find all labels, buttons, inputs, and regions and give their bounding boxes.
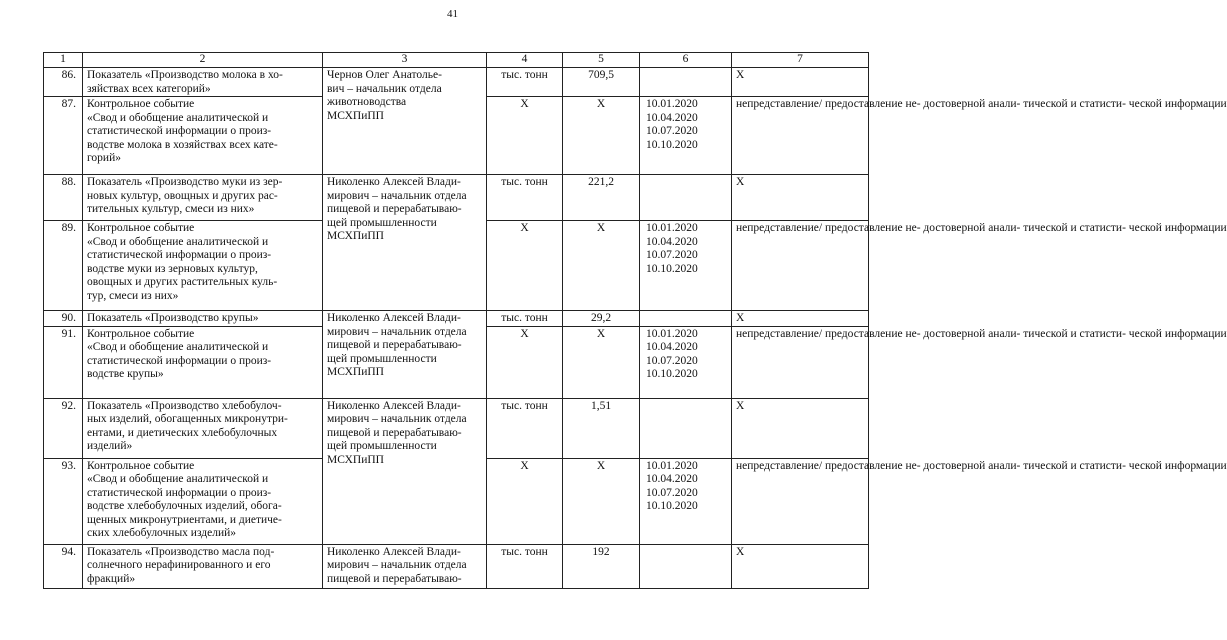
header-row <box>44 53 869 68</box>
row-unit: Х <box>487 458 563 544</box>
row-description: Контрольное событие «Свод и обобщение аналитической и статистической информации о произ- водстве молока в хозяйствах всех кате- горий» <box>83 97 323 175</box>
row-number: 90. <box>44 311 83 327</box>
row-unit: тыс. тонн <box>487 175 563 221</box>
row-unit: тыс. тонн <box>487 68 563 97</box>
row-dates <box>640 68 732 97</box>
row-note: Х <box>732 544 869 588</box>
row-dates: 10.01.2020 10.04.2020 10.07.2020 10.10.2020 <box>640 221 732 311</box>
row-note: Х <box>732 398 869 458</box>
document-table <box>43 52 1227 589</box>
row-unit: Х <box>487 221 563 311</box>
row-value: Х <box>563 326 640 398</box>
row-note: непредставление/ предоставление не- достоверной анали- тической и статисти- ческой информации <box>732 326 869 398</box>
row-number: 86. <box>44 68 83 97</box>
row-value: 192 <box>563 544 640 588</box>
row-note: непредставление/ предоставление не- достоверной анали- тической и статисти- ческой информации <box>732 97 869 175</box>
responsible-person: Николенко Алексей Влади- мирович – начальник отдела пищевой и перерабатываю- щей промышленности МСХПиПП <box>323 398 487 544</box>
row-value: 1,51 <box>563 398 640 458</box>
row-description: Показатель «Производство молока в хо- зяйствах всех категорий» <box>83 68 323 97</box>
row-value: 221,2 <box>563 175 640 221</box>
row-note: непредставление/ предоставление не- достоверной анали- тической и статисти- ческой информации <box>732 458 869 544</box>
row-dates <box>640 175 732 221</box>
table-row <box>44 398 869 458</box>
row-number: 89. <box>44 221 83 311</box>
row-note: Х <box>732 311 869 327</box>
responsible-person: Николенко Алексей Влади- мирович – начальник отдела пищевой и перерабатываю- <box>323 544 487 588</box>
row-unit: Х <box>487 97 563 175</box>
row-description: Контрольное событие «Свод и обобщение аналитической и статистической информации о произ- водстве крупы» <box>83 326 323 398</box>
row-note: Х <box>732 175 869 221</box>
row-description: Контрольное событие «Свод и обобщение аналитической и статистической информации о произ- водстве муки из зерновых культур, овощных и других растительных куль- тур, смеси из них» <box>83 221 323 311</box>
row-value: Х <box>563 97 640 175</box>
row-dates: 10.01.2020 10.04.2020 10.07.2020 10.10.2020 <box>640 458 732 544</box>
row-value: 29,2 <box>563 311 640 327</box>
row-number: 94. <box>44 544 83 588</box>
row-number: 93. <box>44 458 83 544</box>
responsible-person: Николенко Алексей Влади- мирович – начальник отдела пищевой и перерабатываю- щей промышленности МСХПиПП <box>323 311 487 399</box>
row-dates <box>640 398 732 458</box>
column-header-2: 2 <box>83 53 323 68</box>
column-header-5: 5 <box>563 53 640 68</box>
row-dates <box>640 311 732 327</box>
column-header-1: 1 <box>44 53 83 68</box>
table-row <box>44 544 869 588</box>
column-header-7: 7 <box>732 53 869 68</box>
row-number: 92. <box>44 398 83 458</box>
row-description: Показатель «Производство муки из зер- новых культур, овощных и других рас- тительных культур, смеси из них» <box>83 175 323 221</box>
row-dates: 10.01.2020 10.04.2020 10.07.2020 10.10.2020 <box>640 97 732 175</box>
table-row <box>44 68 869 97</box>
row-note: непредставление/ предоставление не- достоверной анали- тической и статисти- ческой информации <box>732 221 869 311</box>
row-number: 91. <box>44 326 83 398</box>
row-description: Показатель «Производство хлебобулоч- ных изделий, обогащенных микронутри- ентами, и диетических хлебобулочных изделий» <box>83 398 323 458</box>
row-unit: тыс. тонн <box>487 398 563 458</box>
row-description: Показатель «Производство масла под- солнечного нерафинированного и его фракций» <box>83 544 323 588</box>
column-header-3: 3 <box>323 53 487 68</box>
row-dates: 10.01.2020 10.04.2020 10.07.2020 10.10.2020 <box>640 326 732 398</box>
row-note: Х <box>732 68 869 97</box>
row-description: Показатель «Производство крупы» <box>83 311 323 327</box>
row-value: 709,5 <box>563 68 640 97</box>
row-dates <box>640 544 732 588</box>
column-header-6: 6 <box>640 53 732 68</box>
row-unit: тыс. тонн <box>487 311 563 327</box>
row-number: 88. <box>44 175 83 221</box>
row-unit: Х <box>487 326 563 398</box>
row-value: Х <box>563 458 640 544</box>
table-row <box>44 311 869 327</box>
row-value: Х <box>563 221 640 311</box>
responsible-person: Чернов Олег Анатолье- вич – начальник отдела животноводства МСХПиПП <box>323 68 487 175</box>
page-number: 41 <box>447 8 458 20</box>
row-unit: тыс. тонн <box>487 544 563 588</box>
responsible-person: Николенко Алексей Влади- мирович – начальник отдела пищевой и перерабатываю- щей промышленности МСХПиПП <box>323 175 487 311</box>
row-description: Контрольное событие «Свод и обобщение аналитической и статистической информации о произ- водстве хлебобулочных изделий, обога- щенных микронутриентами, и диетиче- ских хлебобулочных изделий» <box>83 458 323 544</box>
column-header-4: 4 <box>487 53 563 68</box>
row-number: 87. <box>44 97 83 175</box>
table-row <box>44 175 869 221</box>
